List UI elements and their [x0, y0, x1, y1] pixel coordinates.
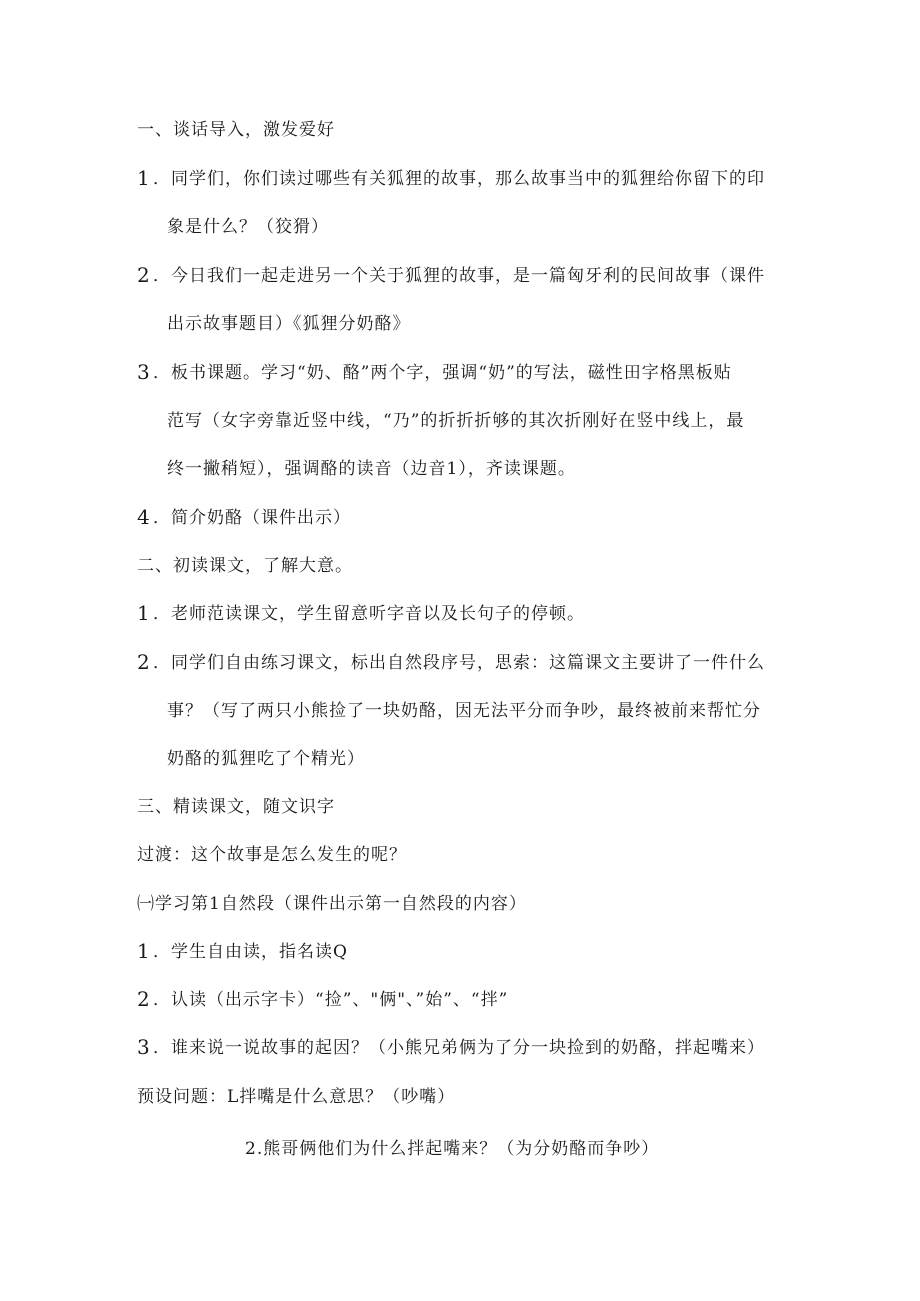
section-heading-1: 一、谈话导入，激发爱好 [137, 120, 335, 140]
item-number: 2 [137, 263, 151, 287]
paragraph-line: ．板书课题。学习“奶、酪”两个字，强调“奶”的写法，磁性田字格黑板贴 [153, 363, 732, 383]
item-number: 1 [137, 166, 151, 190]
paragraph-line: ．今日我们一起走进另一个关于狐狸的故事，是一篇匈牙利的民间故事（课件 [153, 266, 765, 286]
item-number: 3 [137, 360, 151, 384]
paragraph-line: ．同学们自由练习课文，标出自然段序号，思索：这篇课文主要讲了一件什么 [153, 653, 765, 673]
item-number: 1 [137, 939, 151, 963]
paragraph-line: 事？（写了两只小熊捡了一块奶酪，因无法平分而争吵，最终被前来帮忙分 [167, 701, 761, 721]
paragraph-line: 出示故事题目）《狐狸分奶酪》 [167, 314, 411, 334]
item-number: 4 [137, 505, 151, 529]
item-number: 1 [137, 601, 151, 625]
section-heading-2: 二、初读课文，了解大意。 [137, 556, 353, 576]
paragraph-line: 终一撇稍短），强调酪的读音（边音1），齐读课题。 [167, 459, 576, 479]
item-number: 2 [137, 987, 151, 1011]
paragraph-line: ．学生自由读，指名读Q [153, 942, 348, 962]
preset-question-1: 预设问题：L拌嘴是什么意思？（吵嘴） [137, 1087, 456, 1107]
item-number: 2 [137, 650, 151, 674]
paragraph-line: ．谁来说一说故事的起因？（小熊兄弟俩为了分一块捡到的奶酪，拌起嘴来） [153, 1038, 765, 1058]
paragraph-line: 奶酪的狐狸吃了个精光） [167, 749, 365, 769]
paragraph-line: ．简介奶酪（课件出示） [153, 508, 351, 528]
paragraph-line: 象是什么？（狡猾） [167, 217, 329, 237]
paragraph-line: ．认读（出示字卡）“捡”、"俩"、”始”、“拌” [153, 990, 509, 1010]
item-number: 3 [137, 1035, 151, 1059]
paragraph-line: ．老师范读课文，学生留意听字音以及长句子的停顿。 [153, 604, 585, 624]
transition-line: 过渡：这个故事是怎么发生的呢？ [137, 845, 407, 865]
preset-question-2: 2.熊哥俩他们为什么拌起嘴来？（为分奶酪而争吵） [245, 1139, 660, 1159]
subsection-heading: ㈠学习第1自然段（课件出示第一自然段的内容） [137, 894, 527, 914]
section-heading-3: 三、精读课文，随文识字 [137, 797, 335, 817]
paragraph-line: ．同学们，你们读过哪些有关狐狸的故事，那么故事当中的狐狸给你留下的印 [153, 169, 765, 189]
paragraph-line: 范写（女字旁靠近竖中线，“乃”的折折折够的其次折刚好在竖中线上，最 [167, 411, 745, 431]
